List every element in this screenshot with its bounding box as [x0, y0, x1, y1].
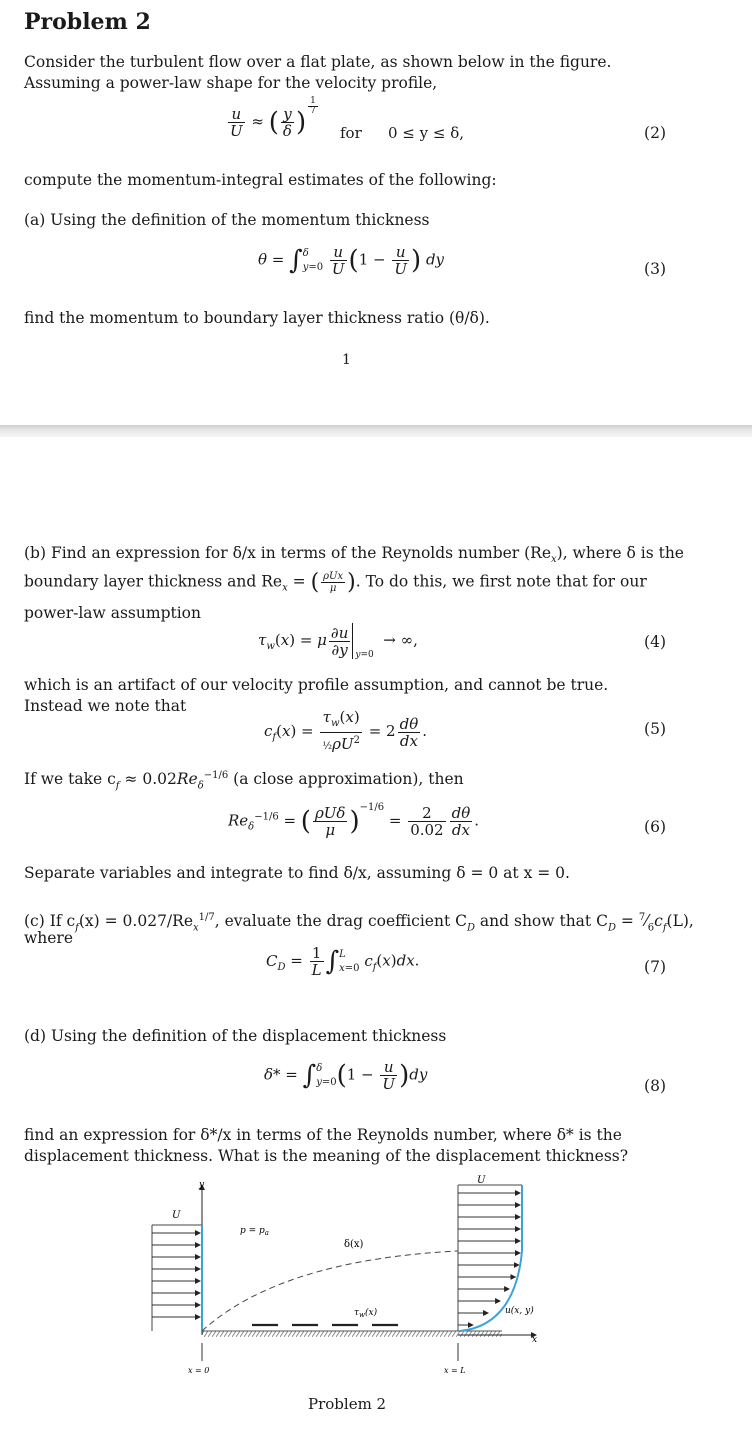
velocity-profile-label: u(x, y): [505, 1306, 534, 1316]
wall-shear-label: $\tau_w(x)$: [354, 1308, 378, 1319]
station-xL-label: x = L: [444, 1366, 466, 1375]
equation-2-for: for: [340, 124, 362, 142]
equation-3: θ = ∫δ y=0 $\frac{u}{U}$ (1 − $\frac{u}{U}$ ) dy: [258, 243, 445, 278]
plate: [202, 1331, 502, 1337]
part-d-find: find an expression for δ*/x in terms of the Reynolds number, where δ* is the displacement thickness. What is the meaning of the displacement thickness?: [24, 1126, 629, 1165]
equation-8-number: (8): [644, 1077, 666, 1095]
page-separator: [0, 425, 752, 437]
equation-5-number: (5): [644, 720, 666, 738]
artifact-paragraph: which is an artifact of our velocity profile assumption, and cannot be true. Instead we note that: [24, 676, 609, 715]
part-a-text: (a) Using the definition of the momentum thickness: [24, 211, 430, 229]
pressure-label: $p = p_a$: [240, 1226, 269, 1237]
equation-7-number: (7): [644, 958, 666, 976]
part-b-line-1: (b) Find an expression for δ/x in terms of the Reynolds number $(Re_x)$, where δ is the: [24, 544, 684, 566]
equation-2: $\frac{u}{U}$ ≈ ( $\frac{y}{\delta}$ ) $^{\frac{1}{7}}$: [230, 95, 316, 140]
equation-3-number: (3): [644, 260, 666, 278]
page-2: [0, 437, 752, 1432]
equation-2-number: (2): [644, 124, 666, 142]
part-b-line-2: boundary layer thickness and $Re_x$ = ( $\frac{\text{ρUx}}{\mu}$ ). To do this, we first note that for our: [24, 570, 647, 595]
delta-label: δ(x): [344, 1239, 364, 1250]
problem-title: Problem 2: [24, 9, 151, 35]
equation-2-range: 0 ≤ y ≤ δ,: [388, 124, 465, 142]
equation-8: δ* = ∫δ y=0(1 − $\frac{u}{U}$ )dy: [264, 1058, 428, 1093]
equation-5: $c_f(x)$ = $\frac{\tau_w(x)}{\frac{1}{2}\rho U^2}$ = 2 $\frac{d\theta}{dx}$ .: [264, 708, 428, 753]
flat-plate-figure: [140, 1175, 560, 1395]
part-a-find: find the momentum to boundary layer thickness ratio (θ/δ).: [24, 309, 490, 327]
x-axis-label: x: [532, 1335, 538, 1345]
equation-7: $C_D$ = $\frac{1}{L}$ ∫L x=0 $c_f(x)dx$.: [266, 944, 420, 979]
inlet-velocity-label: U: [172, 1210, 181, 1221]
station-x0-label: x = 0: [188, 1366, 210, 1375]
part-d-text: (d) Using the definition of the displacement thickness: [24, 1027, 447, 1045]
separate-line: Separate variables and integrate to find δ/x, assuming δ = 0 at x = 0.: [24, 864, 570, 882]
inlet-velocity-arrows: [152, 1233, 200, 1317]
equation-6-number: (6): [644, 818, 666, 836]
part-c-line: (c) If $c_f(x) = 0.027/Re_x^{1/7}$, evaluate the drag coefficient $C_D$ and show that $C_D$ = $^7⁄_6c_f(L)$,: [24, 912, 694, 934]
outlet-velocity-label: U: [477, 1175, 486, 1186]
figure-caption: Problem 2: [308, 1395, 387, 1413]
where-word: where: [24, 929, 74, 947]
if-we-take-line: If we take $c_f \approx 0.02Re_\delta^{-1/6}$ (a close approximation), then: [24, 770, 464, 792]
page-number: 1: [342, 352, 351, 368]
equation-4-number: (4): [644, 633, 666, 651]
page-1: [0, 0, 752, 425]
equation-4: $\tau_w(x) = \mu$ $\frac{\partial u}{\partial y}$ y=0 → ∞,: [258, 623, 418, 660]
intro-paragraph: Consider the turbulent flow over a flat plate, as shown below in the figure. Assuming a power-law shape for the velocity profile,: [24, 53, 612, 92]
compute-line: compute the momentum-integral estimates of the following:: [24, 171, 497, 189]
part-b-line-3: power-law assumption: [24, 604, 201, 622]
y-axis-label: y: [199, 1180, 205, 1190]
boundary-layer-edge: [202, 1251, 458, 1331]
equation-6: $Re_\delta^{-1/6}$ = ( $\frac{\text{ρUδ}}{\mu}$ )$^{-1/6}$ = $\frac{2}{0.02}$ $\frac{d\theta}{dx}$ .: [228, 801, 480, 839]
